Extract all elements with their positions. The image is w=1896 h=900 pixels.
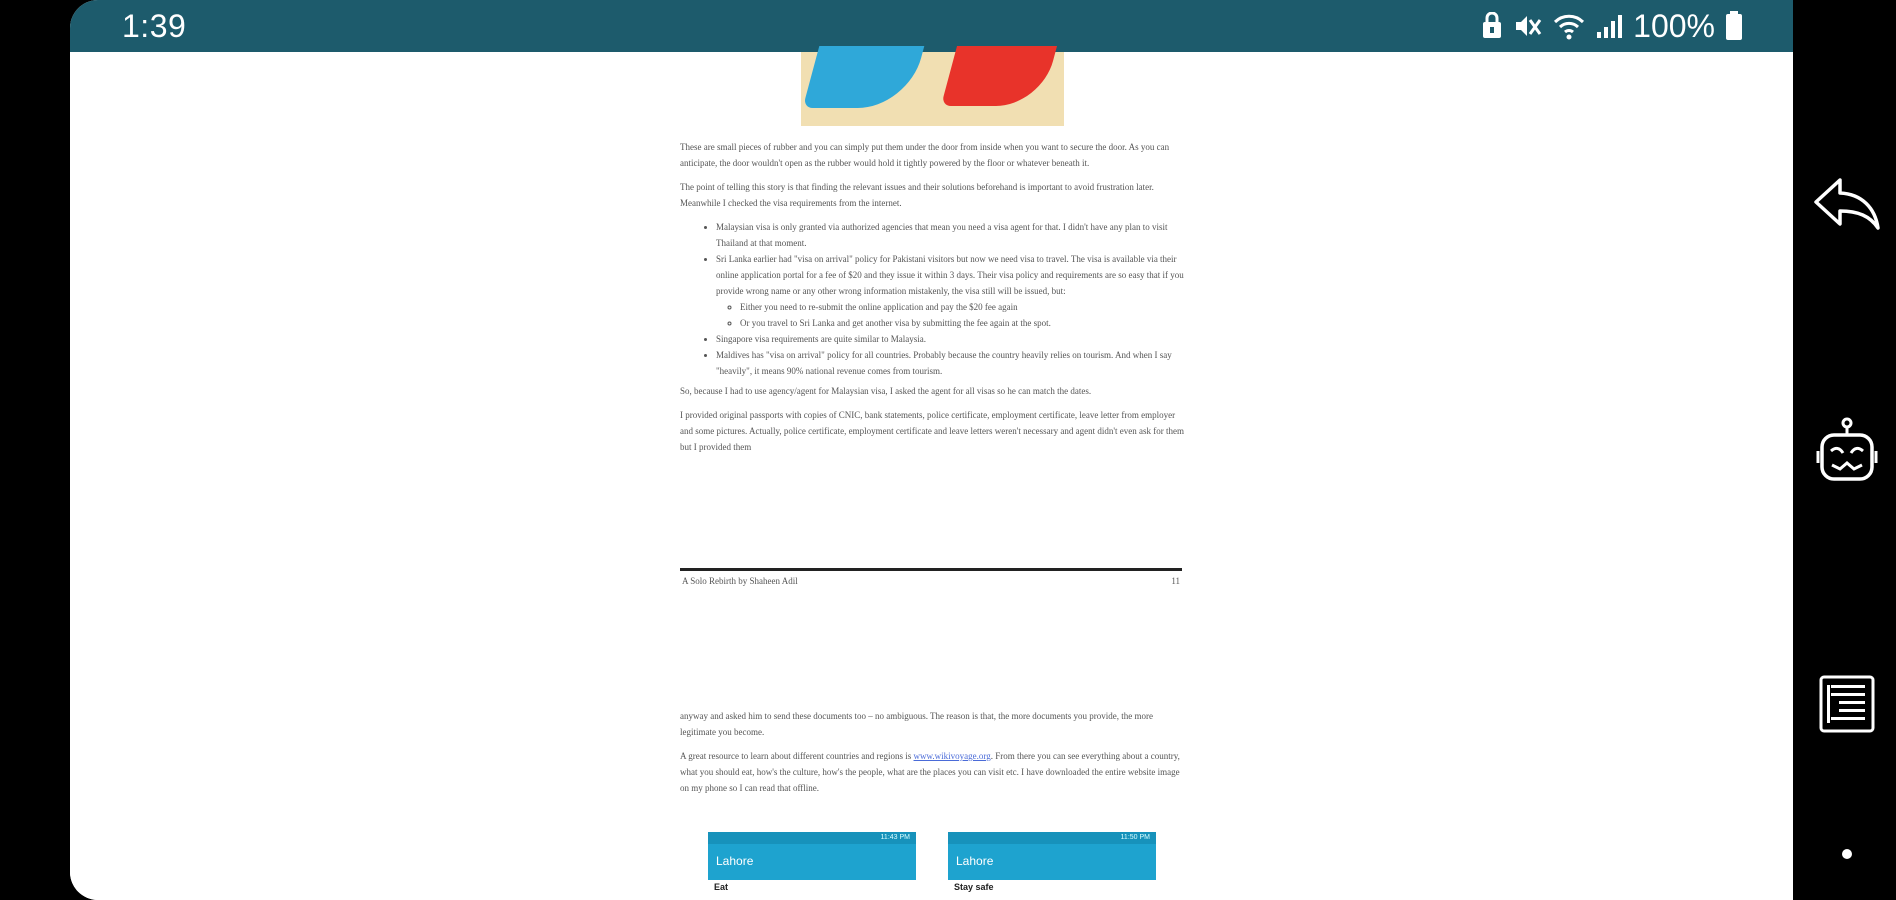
list-item [716, 251, 1190, 331]
sub-bullet-list [716, 299, 1190, 331]
phone-title: Lahore [956, 854, 994, 868]
status-time: 1:39 [122, 7, 187, 44]
battery-icon [1725, 11, 1743, 41]
status-bar [70, 0, 1793, 52]
visa-bullet-list [680, 219, 1190, 379]
phone-caption: Eat [714, 882, 729, 892]
blue-door-stopper [803, 46, 925, 108]
assistant-icon[interactable] [1811, 414, 1883, 486]
wifi-icon [1553, 12, 1585, 40]
paragraph: anyway and asked him to send these documents too – no ambiguous. The reason is that, the more documents you provide, the more legitimate you become. [680, 711, 1153, 737]
phone-status-bar: 11:43 PM [708, 832, 916, 844]
wikivoyage-link[interactable]: www.wikivoyage.org [913, 751, 991, 761]
document-viewer[interactable] [70, 52, 1793, 900]
navigation-rail [1793, 0, 1896, 900]
resource-text-after: . From there you can see everything about a country, what you should eat, how's the culture, how's the people, what are the places you can visit etc. I have downloaded the entire website image on my phone so I can read that offline. [680, 751, 1180, 793]
page-footer-rule [680, 568, 1182, 571]
red-door-stopper [941, 46, 1057, 106]
paragraph [680, 748, 1190, 796]
list-item: • Maldives has "visa on arrival" policy for all countries. Probably because the country heavily relies on tourism. And when I say "heavily", it means 90% national revenue comes from tourism. [716, 347, 1190, 379]
paragraph: The point of telling this story is that finding the relevant issues and their solutions beforehand is important to avoid frustration later. Meanwhile I checked the visa requirements from the internet. [680, 182, 1154, 208]
document-page-bottom [680, 708, 1190, 804]
resource-text: A great resource to learn about different countries and regions is [680, 751, 914, 761]
list-item: • Singapore visa requirements are quite similar to Malaysia. [716, 331, 1190, 347]
footer-title: A Solo Rebirth by Shaheen Adil [682, 576, 798, 586]
phone-caption: Stay safe [954, 882, 994, 892]
sub-list-item: ◦ Or you travel to Sri Lanka and get another visa by submitting the fee again at the spot. [740, 315, 1190, 331]
page-footer [682, 576, 1180, 586]
list-item-text: Sri Lanka earlier had "visa on arrival" policy for Pakistani visitors but now we need visa to travel. The visa is available via their online application portal for a fee of $20 and they issue it within 3 days. Their visa policy and requirements are so easy that if you provide wrong name or any other wrong information mistakenly, the visa still will be issued, but: [716, 254, 1184, 296]
signal-icon [1595, 12, 1623, 40]
sub-list-item: ◦ Either you need to re-submit the online application and pay the $20 fee again [740, 299, 1190, 315]
door-stopper-photo [801, 52, 1064, 126]
phone-title: Lahore [716, 854, 754, 868]
back-icon[interactable] [1811, 168, 1883, 240]
phone-screenshot-stay-safe [948, 832, 1156, 880]
page-number: 11 [1171, 576, 1180, 586]
phone-status-bar: 11:50 PM [948, 832, 1156, 844]
paragraph: So, because I had to use agency/agent for Malaysian visa, I asked the agent for all visas so he can match the dates. [680, 386, 1092, 396]
document-icon[interactable] [1811, 668, 1883, 740]
lock-icon [1481, 12, 1503, 40]
paragraph: These are small pieces of rubber and you can simply put them under the door from inside when you want to secure the door. As you can anticipate, the door wouldn't open as the rubber would hold it tightly powered by the floor or whatever beneath it. [680, 142, 1170, 168]
nav-dot-icon[interactable] [1811, 818, 1883, 890]
mute-icon [1513, 12, 1543, 40]
phone-screen [70, 0, 1793, 900]
battery-text: 100% [1633, 7, 1715, 44]
paragraph: I provided original passports with copies of CNIC, bank statements, police certificate, employment certificate, leave letter from employer and some pictures. Actually, police certificate, employment certificate and leave letters weren't necessary and agent didn't even ask for them but I provided them [680, 410, 1184, 452]
status-icons [1481, 8, 1743, 45]
phone-screenshot-eat [708, 832, 916, 880]
document-page-top [680, 139, 1190, 463]
list-item: • Malaysian visa is only granted via authorized agencies that mean you need a visa agent for that. I didn't have any plan to visit Thailand at that moment. [716, 219, 1190, 251]
